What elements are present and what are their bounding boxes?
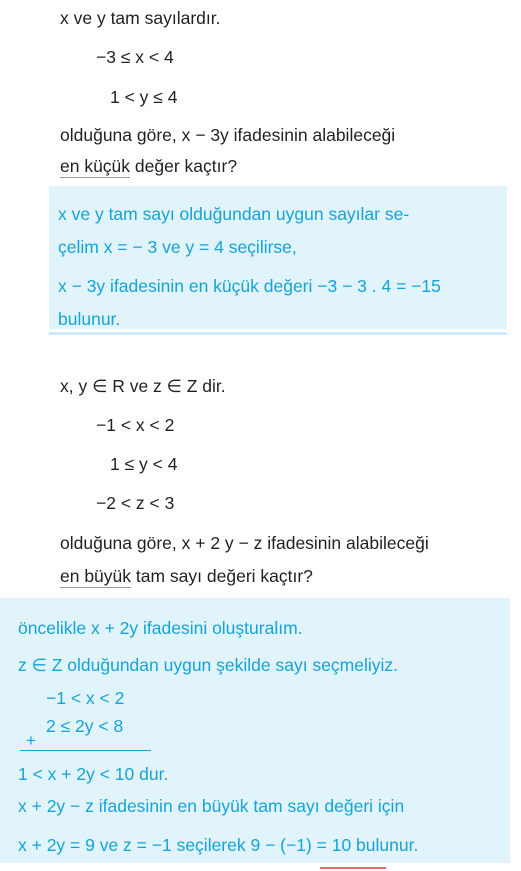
problem1-question-line1: olduğuna göre, x − 3y ifadesinin alabileceği xyxy=(60,125,396,145)
problem2-question-line1: olduğuna göre, x + 2 y − z ifadesinin alabileceği xyxy=(60,533,429,553)
plus-sign: + xyxy=(26,731,36,750)
solution2-sum-result: 1 < x + 2y < 10 dur. xyxy=(18,764,169,784)
problem1-question-line2 xyxy=(60,155,237,177)
solution2-line1: öncelikle x + 2y ifadesini oluşturalım. xyxy=(18,618,303,638)
solution1-line3: x − 3y ifadesinin en küçük değeri −3 − 3 . 4 = −15 xyxy=(58,276,441,296)
solution1-line2: çelim x = − 3 ve y = 4 seçilirse, xyxy=(58,237,297,257)
problem2-intro: x, y ∈ R ve z ∈ Z dir. xyxy=(60,376,226,396)
problem2-emphasis: en büyük xyxy=(60,566,132,586)
solution2-line6: x + 2y = 9 ve z = −1 seçilerek 9 − (−1) = 10 bulunur. xyxy=(18,835,419,855)
solution2-sum-row1: −1 < x < 2 xyxy=(46,688,125,708)
solution2-line2: z ∈ Z olduğundan uygun şekilde sayı seçmeliyiz. xyxy=(18,655,399,675)
solution1-line4: bulunur. xyxy=(58,309,121,329)
solution1-bottom-rule xyxy=(49,332,507,335)
decorative-red-mark xyxy=(320,867,386,869)
problem2-inequality-x: −1 < x < 2 xyxy=(96,415,175,435)
problem2-inequality-z: −2 < z < 3 xyxy=(96,493,175,513)
solution2-sum-row2: 2 ≤ 2y < 8 xyxy=(46,716,124,736)
solution1-line1: x ve y tam sayı olduğundan uygun sayılar se- xyxy=(58,204,410,224)
problem1-emphasis: en küçük xyxy=(60,156,131,176)
problem2-inequality-y: 1 ≤ y < 4 xyxy=(110,454,178,474)
problem2-question-rest: tam sayı değeri kaçtır? xyxy=(131,566,313,586)
sum-rule xyxy=(20,750,151,751)
problem1-intro: x ve y tam sayılardır. xyxy=(60,8,221,28)
solution2-line5: x + 2y − z ifadesinin en büyük tam sayı değeri için xyxy=(18,796,405,816)
problem2-question-line2 xyxy=(60,565,313,587)
problem1-question-rest: değer kaçtır? xyxy=(130,156,238,176)
problem1-inequality-x: −3 ≤ x < 4 xyxy=(96,47,174,67)
problem1-inequality-y: 1 < y ≤ 4 xyxy=(110,87,178,107)
